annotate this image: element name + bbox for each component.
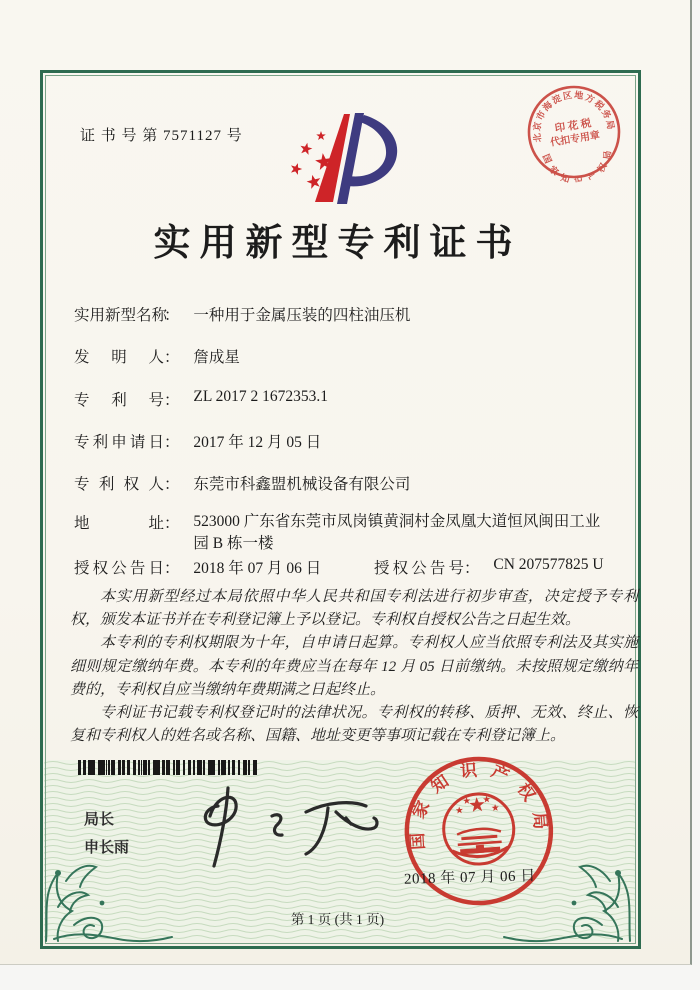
colon: ： xyxy=(164,515,180,532)
field-name-value: 一种用于金属压装的四柱油压机 xyxy=(193,307,411,324)
field-filing-date-label: 专利申请日 xyxy=(74,434,164,451)
paragraph-grant: 本实用新型经过本局依照中华人民共和国专利法进行初步审查，决定授予专利权，颁发本证书并在专利登记簿上予以登记。专利权自授权公告之日起生效。 xyxy=(70,589,638,629)
commissioner-title: 局长 xyxy=(84,811,115,828)
field-inventor xyxy=(74,345,240,367)
certificate-number: 证 书 号 第 7571127 号 xyxy=(80,128,243,144)
field-filing-date-value: 2017 年 12 月 05 日 xyxy=(193,434,322,451)
field-inventor-label: 发明人 xyxy=(74,349,164,366)
tax-stamp-line2: 代扣专用章 xyxy=(549,130,601,149)
colon: ： xyxy=(464,560,480,577)
field-patentee-value: 东莞市科鑫盟机械设备有限公司 xyxy=(193,476,411,493)
field-filing-date xyxy=(74,430,321,452)
sipo-logo-icon xyxy=(283,108,401,208)
seal-arc-text: 国家知识产权局 xyxy=(407,759,551,851)
field-grant-no xyxy=(374,556,604,578)
svg-text:国家知识产权局 xyxy=(540,142,618,189)
page-number: 第 1 页 (共 1 页) xyxy=(290,912,385,927)
field-inventor-value: 詹成星 xyxy=(193,349,240,366)
field-patent-no-value: ZL 2017 2 1672353.1 xyxy=(193,388,329,405)
colon: ： xyxy=(164,392,180,409)
field-grant-date xyxy=(74,556,321,578)
sipo-seal-icon xyxy=(393,747,566,920)
tax-stamp-icon xyxy=(517,75,631,189)
barcode xyxy=(78,760,258,775)
field-patent-no-label: 专利号 xyxy=(74,392,164,409)
colon: ： xyxy=(164,307,180,324)
field-name xyxy=(74,303,410,325)
field-patentee-label: 专利权人 xyxy=(74,476,164,493)
field-patent-no xyxy=(74,388,328,410)
field-grant-date-label: 授权公告日 xyxy=(74,560,164,577)
field-address-value: 523000 广东省东莞市凤岗镇黄洞村金凤凰大道恒风闽田工业园 B 栋一楼 xyxy=(193,513,601,552)
field-name-label: 实用新型名称 xyxy=(74,307,168,324)
colon: ： xyxy=(164,560,180,577)
seal-date: 2018 年 07 月 06 日 xyxy=(403,868,536,888)
national-emblem-icon xyxy=(441,792,516,867)
field-grant-date-value: 2018 年 07 月 06 日 xyxy=(193,560,322,577)
signature-icon xyxy=(168,778,383,873)
certificate-title: 实用新型专利证书 xyxy=(153,223,522,264)
tax-stamp-arc-bottom: 国家知识产权局 xyxy=(540,144,614,187)
field-grant-no-label: 授权公告号 xyxy=(374,560,464,577)
commissioner-name: 申长雨 xyxy=(84,839,130,856)
field-address xyxy=(74,511,601,555)
tax-stamp-line1: 印 花 税 xyxy=(554,118,593,135)
field-address-label: 地址 xyxy=(74,515,164,532)
colon: ： xyxy=(164,349,180,366)
field-grant-no-value: CN 207577825 U xyxy=(493,556,604,573)
commissioner-block xyxy=(84,806,129,862)
paragraph-register: 专利证书记载专利权登记时的法律状况。专利权的转移、质押、无效、终止、恢复和专利权人的姓名或名称、国籍、地址变更等事项记载在专利登记簿上。 xyxy=(70,705,638,745)
field-patentee xyxy=(74,472,410,494)
paragraph-term: 本专利的专利权期限为十年，自申请日起算。专利权人应当依照专利法及其实施细则规定缴纳年费。本专利的年费应当在每年 12 月 05 日前缴纳。未按照规定缴纳年费的，专利权自应当缴纳年费期满之日起终止。 xyxy=(70,635,638,698)
tax-stamp-arc-top: 北京市海淀区地方税务局 xyxy=(531,89,617,143)
colon: ： xyxy=(164,434,180,451)
legal-text xyxy=(70,586,638,748)
colon: ： xyxy=(164,476,180,493)
